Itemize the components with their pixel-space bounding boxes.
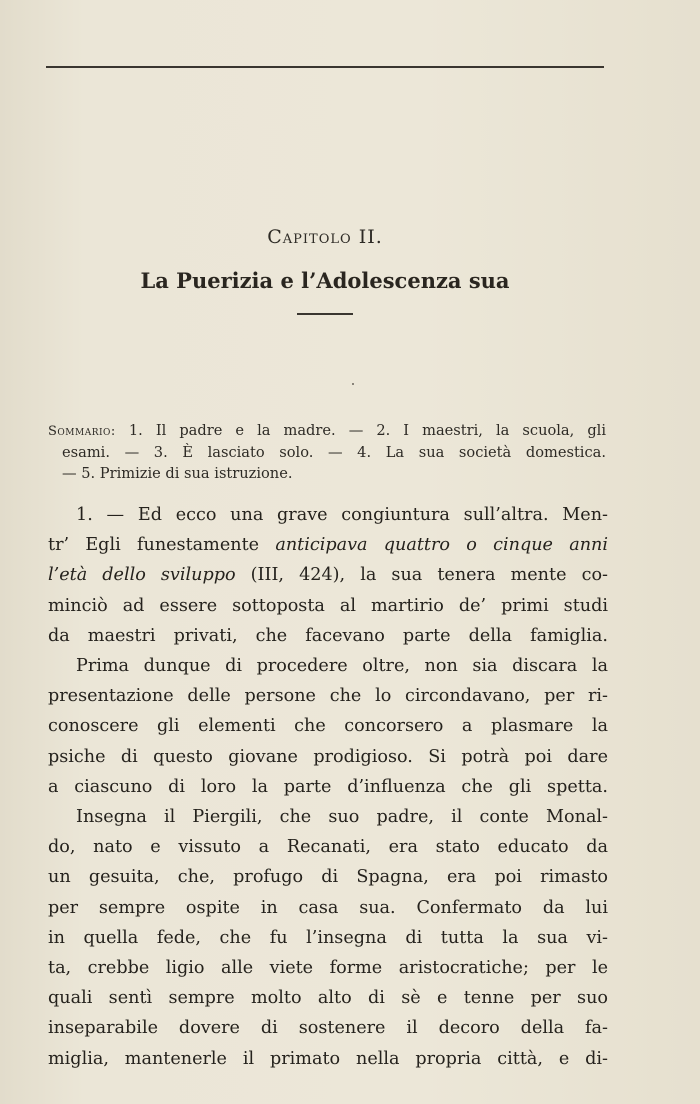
body-line — [48, 621, 608, 651]
body-line — [48, 893, 608, 923]
body-text-segment: 1. — Ed ecco una grave congiuntura sull’altra. Men- — [76, 505, 608, 525]
body-text-segment: Insegna il Piergili, che suo padre, il conte Monal- — [76, 807, 608, 828]
summary-line: esami. — 3. È lasciato solo. — 4. La sua società domestica. — [62, 444, 606, 461]
body-text-segment: per sempre ospite in casa sua. Confermato da lui — [48, 897, 608, 918]
body-line — [48, 953, 608, 983]
body-line — [48, 923, 608, 953]
body-text-segment: un gesuita, che, profugo di Spagna, era poi rimasto — [48, 867, 608, 888]
body-line — [48, 1044, 608, 1074]
italic-text: anticipava quattro o cinque anni — [275, 535, 608, 556]
body-text-segment: a ciascuno di loro la parte d’influenza che gli spetta. — [48, 776, 608, 797]
body-text-segment: ta, crebbe ligio alle viete forme aristocratiche; per le — [48, 958, 608, 979]
body-text-segment: do, nato e vissuto a Recanati, era stato educato da — [48, 837, 608, 858]
body-text-segment: Prima dunque di procedere oltre, non sia discara la — [76, 656, 608, 677]
body-line — [48, 802, 608, 832]
summary-text: 1. Il padre e la madre. — 2. I maestri, la scuola, gli — [128, 422, 607, 439]
body-text-segment: inseparabile dovere di sostenere il decoro della fa- — [48, 1018, 608, 1039]
body-text-segment: miglia, mantenerle il primato nella propria città, e di- — [48, 1048, 608, 1069]
chapter-title: La Puerizia e l’Adolescenza sua — [140, 268, 510, 293]
body-line — [48, 530, 608, 560]
header-rule — [46, 66, 604, 68]
chapter-label: Capitolo II. — [267, 226, 383, 248]
body-text-segment: minciò ad essere sottoposta al martirio de’ primi studi — [48, 595, 608, 616]
body-text-segment: quali sentì sempre molto alto di sè e tenne per suo — [48, 988, 608, 1009]
body-text-segment: presentazione delle persone che lo circondavano, per ri- — [48, 686, 608, 707]
body-text-segment: conoscere gli elementi che concorsero a plasmare la — [48, 716, 608, 737]
italic-text: l’età dello sviluppo — [48, 565, 236, 586]
body-line — [48, 711, 608, 741]
ornament-dot — [352, 383, 354, 385]
body-line — [48, 862, 608, 892]
summary-label: Sommario: — [48, 424, 116, 439]
summary-line: — 5. Primizie di sua istruzione. — [62, 465, 293, 482]
body-line — [48, 742, 608, 772]
body-line — [48, 591, 608, 621]
body-text-segment: in quella fede, che fu l’insegna di tutta la sua vi- — [48, 927, 608, 948]
body-line — [48, 832, 608, 862]
body-text-segment: tr’ Egli funestamente — [48, 535, 276, 556]
body-line — [48, 772, 608, 802]
body-line — [48, 1013, 608, 1043]
body-text-segment: da maestri privati, che facevano parte della famiglia. — [48, 625, 608, 646]
body-line — [48, 681, 608, 711]
body-line — [48, 500, 608, 530]
body-line — [48, 651, 608, 681]
summary-line — [48, 420, 606, 442]
body-line — [48, 983, 608, 1013]
body-text-segment: psiche di questo giovane prodigioso. Si potrà poi dare — [48, 746, 608, 767]
body-text — [48, 500, 608, 1074]
body-text-segment: (III, 424), la sua tenera mente co- — [235, 565, 608, 586]
body-line — [48, 560, 608, 590]
chapter-summary — [48, 420, 606, 484]
title-rule — [297, 313, 353, 315]
